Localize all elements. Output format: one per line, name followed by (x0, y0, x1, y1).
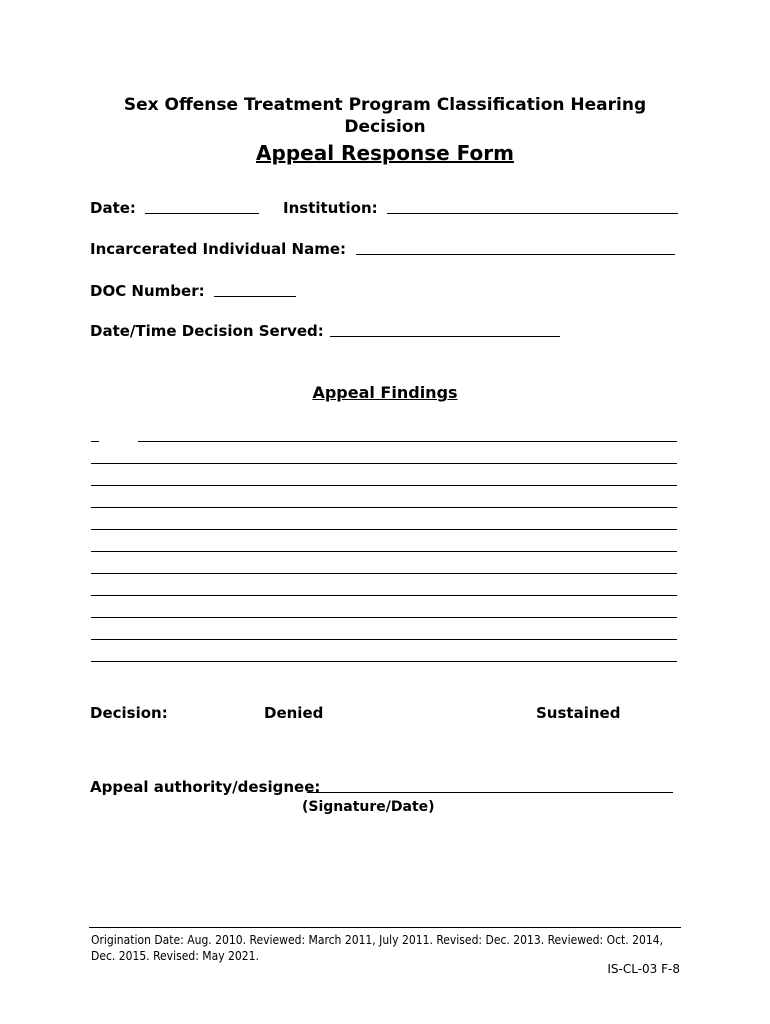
signature-field-line[interactable] (307, 792, 673, 793)
decision-option-sustained[interactable]: Sustained (536, 704, 621, 722)
footer-revision-note: Origination Date: Aug. 2010. Reviewed: March 2011, July 2011. Revised: Dec. 2013. Reviewed: Oct. 2014, Dec. 2015. Revised: May 2021. (91, 933, 664, 963)
form-subtitle: Appeal Response Form (256, 141, 514, 165)
decision-option-denied[interactable]: Denied (264, 704, 324, 722)
findings-line[interactable] (91, 639, 677, 640)
findings-line[interactable] (91, 485, 677, 486)
appeal-findings-heading: Appeal Findings (312, 383, 458, 402)
institution-label: Institution: (283, 199, 378, 217)
findings-line[interactable] (91, 529, 677, 530)
date-field-line[interactable] (145, 213, 259, 214)
form-title-line1: Sex Offense Treatment Program Classification Hearing (123, 95, 647, 115)
doc-number-label: DOC Number: (90, 282, 205, 300)
findings-line[interactable] (91, 573, 677, 574)
footer-rule (89, 927, 681, 928)
findings-line[interactable] (91, 595, 677, 596)
signature-caption: (Signature/Date) (302, 799, 435, 815)
name-field-line[interactable] (356, 254, 675, 255)
findings-bullet-line (91, 441, 99, 442)
name-label: Incarcerated Individual Name: (90, 240, 346, 258)
form-code: IS-CL-03 F-8 (607, 962, 680, 976)
findings-line[interactable] (91, 463, 677, 464)
findings-line[interactable] (138, 441, 677, 442)
form-title-line2: Decision (344, 117, 426, 137)
findings-line[interactable] (91, 507, 677, 508)
decision-label: Decision: (90, 704, 168, 722)
institution-field-line[interactable] (387, 213, 678, 214)
decision-served-field-line[interactable] (330, 336, 560, 337)
decision-served-label: Date/Time Decision Served: (90, 322, 324, 340)
date-label: Date: (90, 199, 136, 217)
findings-line[interactable] (91, 661, 677, 662)
signature-label: Appeal authority/designee: (90, 778, 321, 796)
doc-number-field-line[interactable] (214, 296, 296, 297)
findings-line[interactable] (91, 551, 677, 552)
findings-line[interactable] (91, 617, 677, 618)
